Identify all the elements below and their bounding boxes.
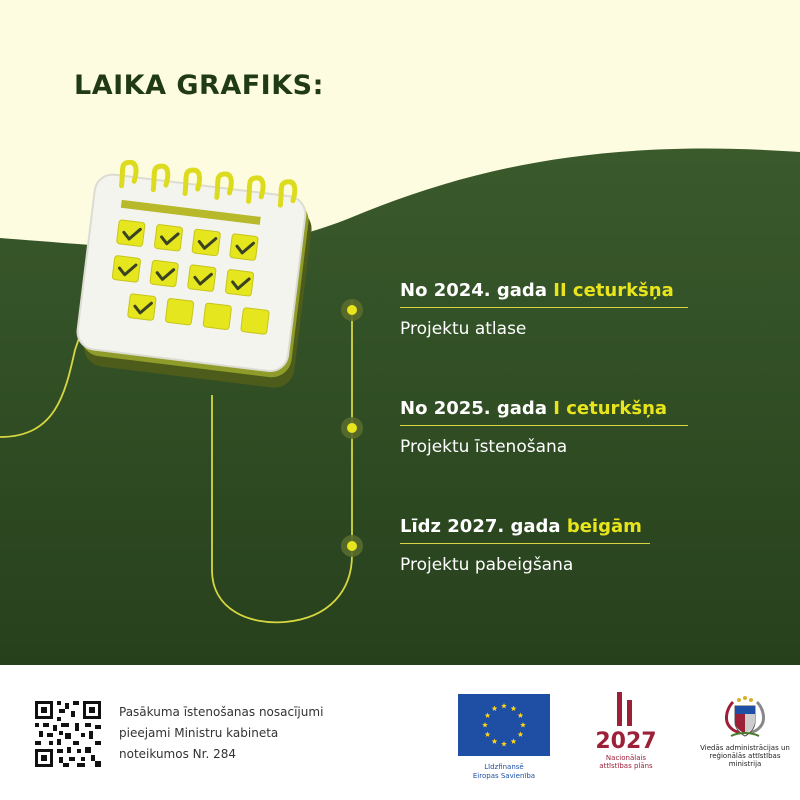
timeline-period xyxy=(400,280,688,308)
eu-caption xyxy=(458,763,550,781)
national-plan-year: 2027 xyxy=(595,729,657,754)
period-prefix: Līdz 2027. gada xyxy=(400,516,561,537)
conditions-line: pieejami Ministru kabineta xyxy=(119,726,279,740)
qr-code[interactable] xyxy=(35,701,101,767)
national-plan-caption-line: Nacionālais xyxy=(605,754,647,762)
national-plan-bars-icon xyxy=(584,690,668,726)
ministry-caption xyxy=(695,744,795,768)
conditions-line: noteikumos Nr. 284 xyxy=(119,747,236,761)
ministry-caption-line: reģionālās attīstības xyxy=(709,752,781,760)
timeline-period xyxy=(400,398,688,426)
period-prefix: No 2025. gada xyxy=(400,398,547,419)
timeline-description: Projektu atlase xyxy=(400,319,527,339)
ministry-caption-line: ministrija xyxy=(728,760,762,768)
timeline-dot xyxy=(341,299,363,321)
national-plan-caption xyxy=(584,754,668,770)
ministry-caption-line: Viedās administrācijas un xyxy=(700,744,790,752)
page-title: LAIKA GRAFIKS: xyxy=(74,70,324,101)
timeline-description: Projektu pabeigšana xyxy=(400,555,574,575)
period-highlight: II ceturkšņa xyxy=(553,280,674,301)
timeline-dot xyxy=(341,535,363,557)
conditions-text xyxy=(119,702,323,765)
eu-flag-icon xyxy=(458,694,550,756)
period-highlight: I ceturkšņa xyxy=(553,398,668,419)
national-plan-logo xyxy=(584,690,668,770)
period-prefix: No 2024. gada xyxy=(400,280,547,301)
timeline-period xyxy=(400,516,650,544)
ministry-logo xyxy=(695,696,795,768)
eu-caption-line: Līdzfinansē xyxy=(484,763,524,771)
timeline-item xyxy=(400,516,650,575)
timeline-item xyxy=(400,280,688,339)
calendar-icon xyxy=(70,160,330,400)
timeline-dot xyxy=(341,417,363,439)
timeline-description: Projektu īstenošana xyxy=(400,437,568,457)
timeline-item xyxy=(400,398,688,457)
eu-caption-line: Eiropas Savienība xyxy=(472,772,536,780)
period-highlight: beigām xyxy=(566,516,642,537)
conditions-line: Pasākuma īstenošanas nosacījumi xyxy=(119,705,324,719)
national-plan-caption-line: attīstības plāns xyxy=(599,762,653,770)
latvia-coat-of-arms-icon xyxy=(715,696,775,738)
eu-logo xyxy=(458,694,550,781)
